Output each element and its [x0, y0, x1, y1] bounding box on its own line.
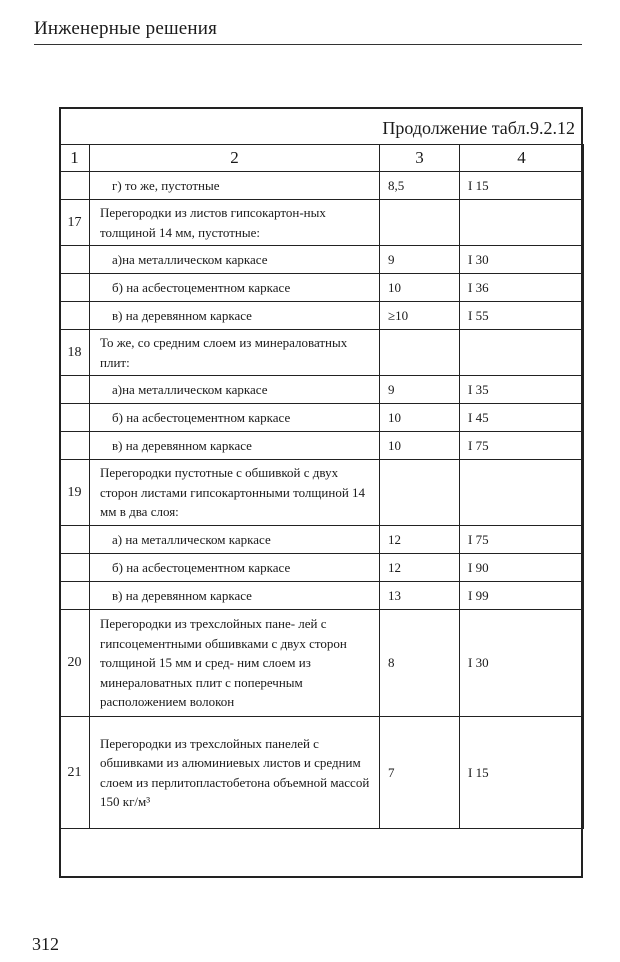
- fire-resistance-table: [59, 144, 584, 829]
- row-number: [60, 526, 90, 554]
- row-value-col4: [460, 460, 584, 526]
- row-value-col4: [460, 330, 584, 376]
- row-value-col4: I 15: [460, 172, 584, 200]
- page-number: 312: [32, 934, 59, 954]
- row-description: а)на металлическом каркасе: [90, 376, 380, 404]
- row-value-col4: I 99: [460, 582, 584, 610]
- row-description: в) на деревянном каркасе: [90, 302, 380, 330]
- row-value-col4: I 55: [460, 302, 584, 330]
- table-row: [60, 376, 584, 404]
- row-value-col3: 9: [380, 246, 460, 274]
- row-value-col4: I 30: [460, 246, 584, 274]
- row-value-col3: 10: [380, 274, 460, 302]
- row-number: [60, 246, 90, 274]
- row-description: в) на деревянном каркасе: [90, 432, 380, 460]
- column-header-2: 2: [90, 145, 380, 172]
- row-number: [60, 554, 90, 582]
- row-number: 18: [60, 330, 90, 376]
- row-value-col4: [460, 200, 584, 246]
- row-number: [60, 274, 90, 302]
- table-row: [60, 582, 584, 610]
- column-header-3: 3: [380, 145, 460, 172]
- table-row: [60, 330, 584, 376]
- row-description: Перегородки из трехслойных пане- лей с гипсоцементными обшивками с двух сторон толщиной 15 мм и сред- ним слоем из минераловатных плит с поперечным расположением волокон: [90, 610, 380, 717]
- column-header-4: 4: [460, 145, 584, 172]
- row-number: 20: [60, 610, 90, 717]
- row-value-col3: 12: [380, 526, 460, 554]
- row-number: [60, 376, 90, 404]
- table-row: [60, 554, 584, 582]
- row-number: 21: [60, 717, 90, 829]
- table-header-row: [60, 145, 584, 172]
- row-value-col4: I 36: [460, 274, 584, 302]
- row-value-col4: I 35: [460, 376, 584, 404]
- row-value-col4: I 15: [460, 717, 584, 829]
- row-value-col3: 8: [380, 610, 460, 717]
- table-row: [60, 302, 584, 330]
- row-number: [60, 302, 90, 330]
- running-head: Инженерные решения: [34, 18, 218, 39]
- row-value-col3: 10: [380, 404, 460, 432]
- row-number: 17: [60, 200, 90, 246]
- row-value-col4: I 45: [460, 404, 584, 432]
- row-description: Перегородки из листов гипсокартон-ных толщиной 14 мм, пустотные:: [90, 200, 380, 246]
- table-row: [60, 200, 584, 246]
- row-value-col3: 13: [380, 582, 460, 610]
- table-row: [60, 460, 584, 526]
- row-description: а) на металлическом каркасе: [90, 526, 380, 554]
- row-value-col3: 9: [380, 376, 460, 404]
- row-value-col3: ≥10: [380, 302, 460, 330]
- column-header-1: 1: [60, 145, 90, 172]
- row-value-col3: [380, 460, 460, 526]
- row-number: [60, 172, 90, 200]
- row-value-col4: I 30: [460, 610, 584, 717]
- row-description: б) на асбестоцементном каркасе: [90, 404, 380, 432]
- row-value-col4: I 75: [460, 526, 584, 554]
- row-value-col3: [380, 200, 460, 246]
- header-rule: [34, 44, 582, 45]
- row-description: г) то же, пустотные: [90, 172, 380, 200]
- row-number: [60, 582, 90, 610]
- table-row: [60, 274, 584, 302]
- row-value-col3: 12: [380, 554, 460, 582]
- row-number: [60, 404, 90, 432]
- row-description: б) на асбестоцементном каркасе: [90, 554, 380, 582]
- table-row: [60, 404, 584, 432]
- row-number: 19: [60, 460, 90, 526]
- row-value-col3: 7: [380, 717, 460, 829]
- table-continuation-caption: Продолжение табл.9.2.12: [382, 118, 575, 138]
- row-description: а)на металлическом каркасе: [90, 246, 380, 274]
- table-row: [60, 246, 584, 274]
- table-row: [60, 717, 584, 829]
- table-row: [60, 610, 584, 717]
- row-value-col4: I 75: [460, 432, 584, 460]
- row-value-col3: 8,5: [380, 172, 460, 200]
- row-description: в) на деревянном каркасе: [90, 582, 380, 610]
- row-description: Перегородки из трехслойных панелей с обшивками из алюминиевых листов и средним слоем из перлитопластобетона объемной массой 150 кг/м³: [90, 717, 380, 829]
- row-value-col4: I 90: [460, 554, 584, 582]
- table-row: [60, 526, 584, 554]
- table-row: [60, 172, 584, 200]
- row-number: [60, 432, 90, 460]
- row-value-col3: 10: [380, 432, 460, 460]
- row-description: б) на асбестоцементном каркасе: [90, 274, 380, 302]
- table-frame: [59, 107, 583, 878]
- row-value-col3: [380, 330, 460, 376]
- row-description: Перегородки пустотные с обшивкой с двух сторон листами гипсокартонными толщиной 14 мм в два слоя:: [90, 460, 380, 526]
- row-description: То же, со средним слоем из минераловатных плит:: [90, 330, 380, 376]
- table-row: [60, 432, 584, 460]
